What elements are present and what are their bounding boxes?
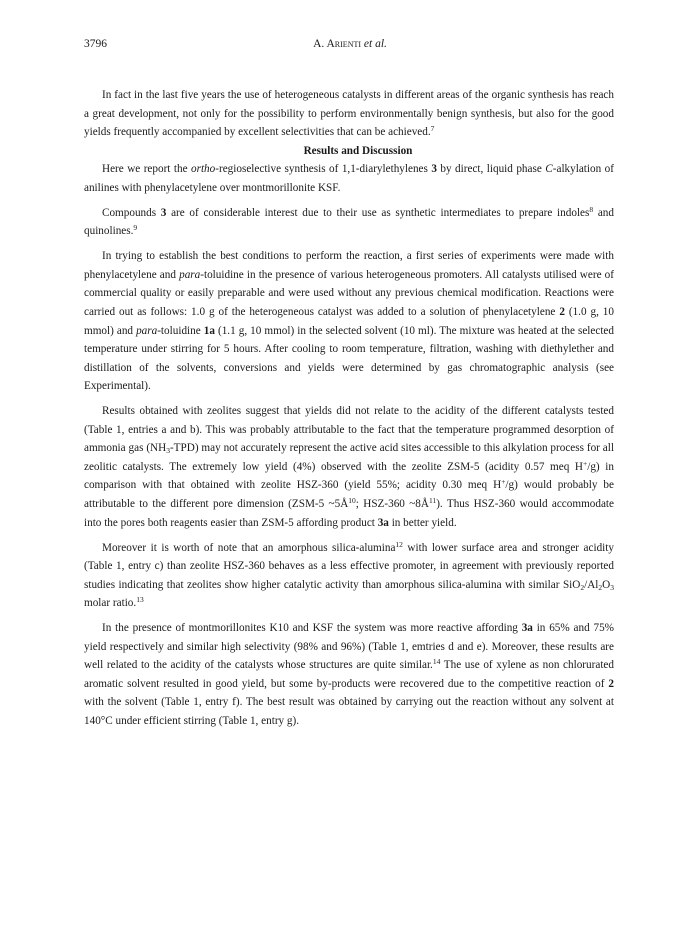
text-span: (1.0 g, 10 mmol) and xyxy=(84,306,614,337)
reference-superscript: 11 xyxy=(428,495,437,505)
text-span: ). Thus HSZ-360 would accommodate into the pores both reagents easier than ZSM-5 affording product xyxy=(84,497,615,529)
text-span: The use of xylene as non chlorurated aromatic solvent resulted in good yield, but some by-products were recovered due to the competitive reaction of xyxy=(84,659,614,690)
text-span: in better yield. xyxy=(388,516,457,529)
reference-superscript: 9 xyxy=(133,223,138,233)
compound-number: 3a xyxy=(521,622,533,635)
charge-superscript: + xyxy=(501,477,506,487)
text-span: ; HSZ-360 ~8Å xyxy=(355,497,429,510)
text-span: -alkylation of anilines with phenylacetylene over montmorillonite KSF. xyxy=(84,163,614,194)
text-span: and quinolines. xyxy=(84,206,614,238)
et-al: et al. xyxy=(363,38,387,50)
compound-number: 1a xyxy=(203,324,215,337)
paragraph-intro xyxy=(84,86,614,142)
reference-superscript: 14 xyxy=(432,657,441,667)
text-span: In trying to establish the best conditions to perform the reaction, a first series of experiments were made with phenylacetylene and xyxy=(84,250,614,281)
reference-superscript: 8 xyxy=(589,204,594,214)
reference-superscript: 7 xyxy=(430,124,435,134)
paragraph-montmorillonites xyxy=(84,619,614,730)
text-span: /Al xyxy=(584,578,599,591)
reference-superscript: 10 xyxy=(348,495,356,505)
text-span: in 65% and 75% yield respectively and similar high selectivity (98% and 96%) (Table 1, emtries d and e). Moreover, these results are well related to the acidity of the catalysts whose structures are quite similar. xyxy=(84,622,614,672)
text-span: are of considerable interest due to their use as synthetic intermediates to prepare indoles xyxy=(166,206,590,219)
paragraph-compounds xyxy=(84,204,614,241)
text-span: -toluidine in the presence of various heterogeneous promoters. All catalysts utilised were of commercial quality or easily preparable and were used without any previous chemical modification. Reactions were carried out as follows: 1.0 g of the heterogeneous catalyst was added to a solution of phenylacetylene xyxy=(84,268,614,319)
section-heading: Results and Discussion xyxy=(303,144,413,157)
text-span: with the solvent (Table 1, entry f). The best result was obtained by carrying out the reaction without any solvent at 140°C under efficient stirring (Table 1, entry g). xyxy=(84,696,614,727)
text-span: (1.1 g, 10 mmol) in the selected solvent (10 ml). The mixture was heated at the selected temperature under stirring for 5 hours. After cooling to room temperature, filtration, washing with diethylether and distillation of the solvents, conversions and yields were determined by gas chromatographic analysis (see Experimental). xyxy=(84,324,614,393)
paragraph-silica-alumina xyxy=(84,539,614,613)
compound-number: 2 xyxy=(608,677,614,690)
subscript: 3 xyxy=(610,582,614,592)
body-text xyxy=(84,86,614,731)
compound-number: 3a xyxy=(377,516,389,529)
text-span: -regioselective synthesis of 1,1-diarylethylenes xyxy=(215,163,432,176)
compound-number: 2 xyxy=(559,306,565,319)
text-span: /g) would probably be attributable to the different pore dimension (ZSM-5 ~5Å xyxy=(84,479,614,510)
text-span: -TPD) may not accurately represent the active acid sites accessible to this alkylation process for all zeolitic catalysts. The extremely low yield (4%) observed with the zeolite ZSM-5 (acidity 0.57 meq H xyxy=(84,442,614,473)
author-surname: Arienti xyxy=(326,38,362,50)
text-span: Results obtained with zeolites suggest that yields did not relate to the acidity of the different catalysts tested (Table 1, entries a and b). This was probably attributable to the fact that the temperature programmed desorption of ammonia gas (NH xyxy=(84,405,614,455)
subscript: 3 xyxy=(166,446,170,456)
subscript: 2 xyxy=(598,582,603,592)
text-span: Here we report the xyxy=(102,163,191,176)
text-span: molar ratio. xyxy=(84,597,137,610)
text-span: Compounds xyxy=(102,206,161,219)
text-span: with lower surface area and stronger acidity (Table 1, entry c) than zeolite HSZ-360 behaves as a less effective promoter, in agreement with previously reported studies indicating that zeolites show higher catalytic activity than amorphous silica-alumina with similar SiO xyxy=(84,541,614,591)
italic-text: C xyxy=(545,163,553,176)
italic-text: para xyxy=(136,324,158,337)
text-span: /g) in comparison with that obtained with zeolite HSZ-360 (yield 55%; acidity 0.30 meq H xyxy=(84,460,614,492)
compound-number: 3 xyxy=(431,163,437,176)
subscript: 2 xyxy=(580,582,585,592)
page-number: 3796 xyxy=(84,38,107,50)
text-span: O xyxy=(602,578,611,591)
page-header xyxy=(84,38,616,54)
compound-number: 3 xyxy=(160,206,167,219)
paragraph-zeolites xyxy=(84,402,614,532)
text-span: -toluidine xyxy=(157,324,204,337)
charge-superscript: + xyxy=(583,458,588,468)
text-span: In the presence of montmorillonites K10 and KSF the system was more reactive affording xyxy=(102,622,522,635)
italic-text: para xyxy=(179,268,201,281)
reference-superscript: 13 xyxy=(136,595,144,605)
reference-superscript: 12 xyxy=(395,539,403,549)
text-span: In fact in the last five years the use of heterogeneous catalysts in different areas of the organic synthesis has reach a great development, not only for the possibility to perform environmentally benign synthesis, but also for the good yields frequently accompanied by excellent selectivities that can be achieved. xyxy=(84,89,614,139)
author-initial: A. xyxy=(313,38,327,50)
running-head xyxy=(84,38,616,50)
italic-text: ortho xyxy=(191,163,216,176)
text-span: by direct, liquid phase xyxy=(436,163,546,176)
text-span: Moreover it is worth of note that an amorphous silica-alumina xyxy=(102,541,396,554)
paragraph-aim xyxy=(84,160,614,197)
paragraph-experiments xyxy=(84,247,614,395)
